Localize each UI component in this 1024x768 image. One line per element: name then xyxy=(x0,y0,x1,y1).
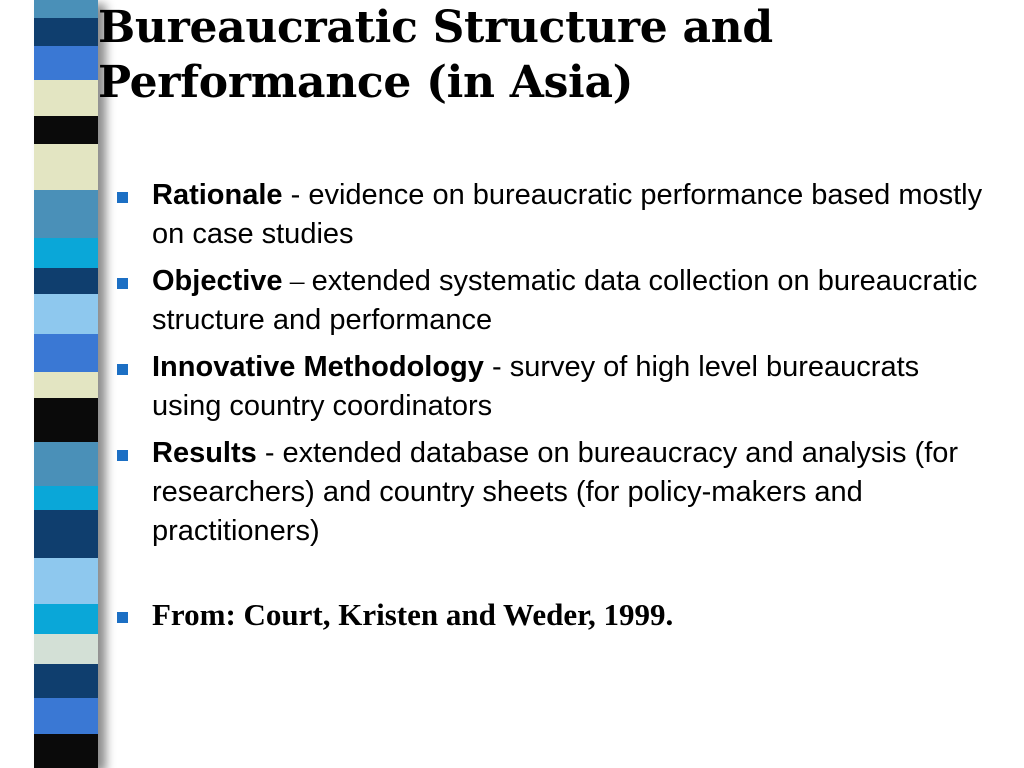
strip-segment xyxy=(34,510,98,558)
bullet-text: extended systematic data collection on bureaucratic structure and performance xyxy=(152,265,978,336)
strip-segment xyxy=(34,238,98,268)
strip-segment xyxy=(34,268,98,294)
strip-segment xyxy=(34,334,98,372)
bullet-term: Rationale xyxy=(152,179,283,211)
bullet-rationale xyxy=(112,176,992,254)
bullet-objective xyxy=(112,262,992,340)
strip-segment xyxy=(34,0,98,18)
square-bullet-icon xyxy=(117,612,128,623)
bullet-term: Objective xyxy=(152,265,283,297)
bullet-text: evidence on bureaucratic performance based mostly on case studies xyxy=(152,179,983,250)
bullet-term: Results xyxy=(152,437,257,469)
strip-segment xyxy=(34,372,98,398)
strip-segment xyxy=(34,190,98,238)
decorative-color-strip xyxy=(34,0,98,768)
strip-segment xyxy=(34,294,98,334)
strip-segment xyxy=(34,398,98,442)
strip-segment xyxy=(34,18,98,46)
strip-segment xyxy=(34,144,98,190)
strip-segment xyxy=(34,558,98,604)
square-bullet-icon xyxy=(117,364,128,375)
bullet-citation xyxy=(112,595,992,635)
bullet-text: survey of high level bureaucrats using country coordinators xyxy=(152,351,920,422)
bullet-separator: – xyxy=(282,265,312,297)
square-bullet-icon xyxy=(117,450,128,461)
strip-segment xyxy=(34,80,98,116)
bullet-term: Innovative Methodology xyxy=(152,351,484,383)
square-bullet-icon xyxy=(117,192,128,203)
bullet-separator: - xyxy=(282,179,309,211)
bullet-separator: - xyxy=(256,437,283,469)
bullet-text: extended database on bureaucracy and analysis (for researchers) and country sheets (for policy-makers and practitioners) xyxy=(152,437,959,547)
bullet-separator: - xyxy=(483,351,510,383)
strip-segment xyxy=(34,734,98,768)
strip-segment xyxy=(34,604,98,634)
strip-segment xyxy=(34,46,98,80)
title-line-1: Bureaucratic Structure and xyxy=(98,2,773,53)
strip-segment xyxy=(34,116,98,144)
square-bullet-icon xyxy=(117,278,128,289)
bullet-list xyxy=(112,176,992,643)
slide-title xyxy=(98,0,773,110)
bullet-methodology xyxy=(112,348,992,426)
strip-segment xyxy=(34,698,98,734)
strip-segment xyxy=(34,486,98,510)
title-line-2: Performance (in Asia) xyxy=(98,57,634,108)
strip-segment xyxy=(34,664,98,698)
strip-segment xyxy=(34,442,98,486)
citation-text: From: Court, Kristen and Weder, 1999. xyxy=(152,597,674,632)
bullet-results xyxy=(112,434,992,551)
strip-segment xyxy=(34,634,98,664)
